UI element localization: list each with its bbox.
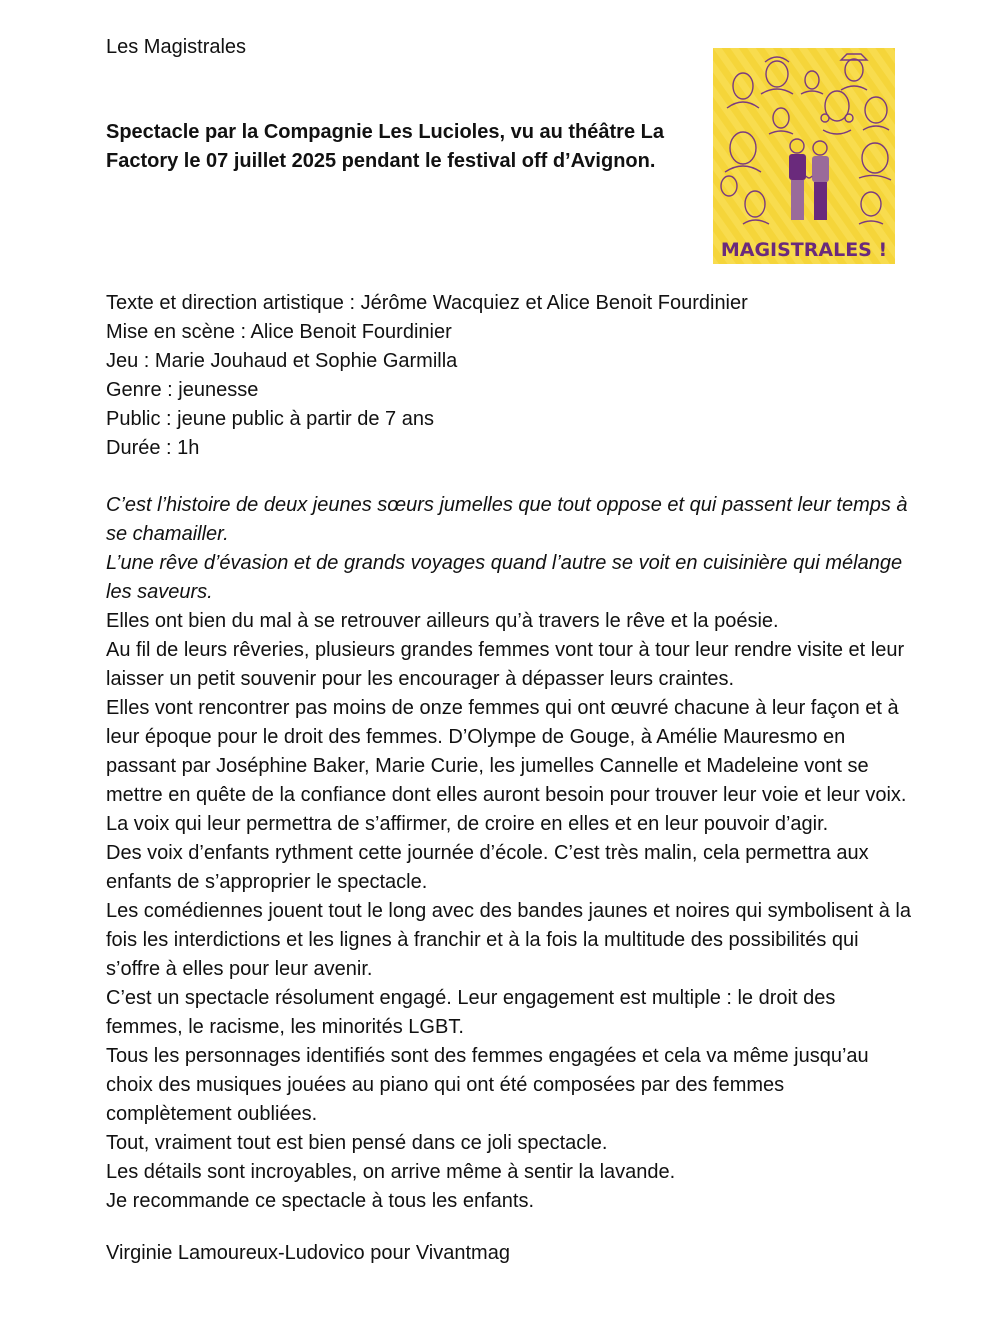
credit-line: Durée : 1h (106, 437, 200, 459)
review-paragraph: Tous les personnages identifiés sont des femmes engagées et cela va même jusqu’au choix des musiques jouées au piano qui ont été composées par des femmes complètement oubliées. (106, 1045, 869, 1125)
signature: Virginie Lamoureux-Ludovico pour Vivantmag (106, 1242, 510, 1264)
document-title: Les Magistrales (106, 36, 247, 58)
review-paragraph: Au fil de leurs rêveries, plusieurs grandes femmes vont tour à tour leur rendre visite et leur laisser un petit souvenir pour les encourager à dépasser leurs craintes. (106, 639, 905, 690)
credit-line: Genre : jeunesse (106, 379, 259, 401)
review-paragraph: C’est l’histoire de deux jeunes sœurs jumelles que tout oppose et qui passent leur temps à se chamailler. (106, 494, 908, 545)
poster-title: MAGISTRALES ! (720, 239, 888, 261)
poster-image (713, 48, 895, 264)
review-paragraph: Tout, vraiment tout est bien pensé dans ce joli spectacle. (106, 1132, 608, 1154)
review-paragraph: Les comédiennes jouent tout le long avec des bandes jaunes et noires qui symbolisent à la fois les interdictions et les lignes à franchir et à la fois la multitude des possibilités qui s’offre à elles pour leur avenir. (106, 900, 911, 980)
review-paragraph: Elles ont bien du mal à se retrouver ailleurs qu’à travers le rêve et la poésie. (106, 610, 779, 632)
credit-line: Texte et direction artistique : Jérôme Wacquiez et Alice Benoit Fourdinier (106, 292, 748, 314)
review-paragraph: C’est un spectacle résolument engagé. Leur engagement est multiple : le droit des femmes, le racisme, les minorités LGBT. (106, 987, 836, 1038)
review-body (106, 491, 914, 1216)
credit-line: Public : jeune public à partir de 7 ans (106, 408, 434, 430)
review-paragraph: Elles vont rencontrer pas moins de onze femmes qui ont œuvré chacune à leur façon et à leur époque pour le droit des femmes. D’Olympe de Gouge, à Amélie Mauresmo en passant par Joséphine Baker, Marie Curie, les jumelles Cannelle et Madeleine vont se mettre en quête de la confiance dont elles auront besoin pour trouver leur voie et leur voix. La voix qui leur permettra de s’affirmer, de croire en elles et en leur pouvoir d’agir. (106, 697, 907, 835)
review-paragraph: Des voix d’enfants rythment cette journée d’école. C’est très malin, cela permettra aux enfants de s’approprier le spectacle. (106, 842, 869, 893)
review-paragraph: Les détails sont incroyables, on arrive même à sentir la lavande. (106, 1161, 676, 1183)
credit-line: Jeu : Marie Jouhaud et Sophie Garmilla (106, 350, 458, 372)
credit-line: Mise en scène : Alice Benoit Fourdinier (106, 321, 452, 343)
review-paragraph: Je recommande ce spectacle à tous les enfants. (106, 1190, 535, 1212)
credits-list (106, 289, 748, 463)
review-paragraph: L’une rêve d’évasion et de grands voyages quand l’autre se voit en cuisinière qui mélange les saveurs. (106, 552, 903, 603)
intro-paragraph: Spectacle par la Compagnie Les Lucioles, vu au théâtre La Factory le 07 juillet 2025 pendant le festival off d’Avignon. (106, 121, 664, 172)
